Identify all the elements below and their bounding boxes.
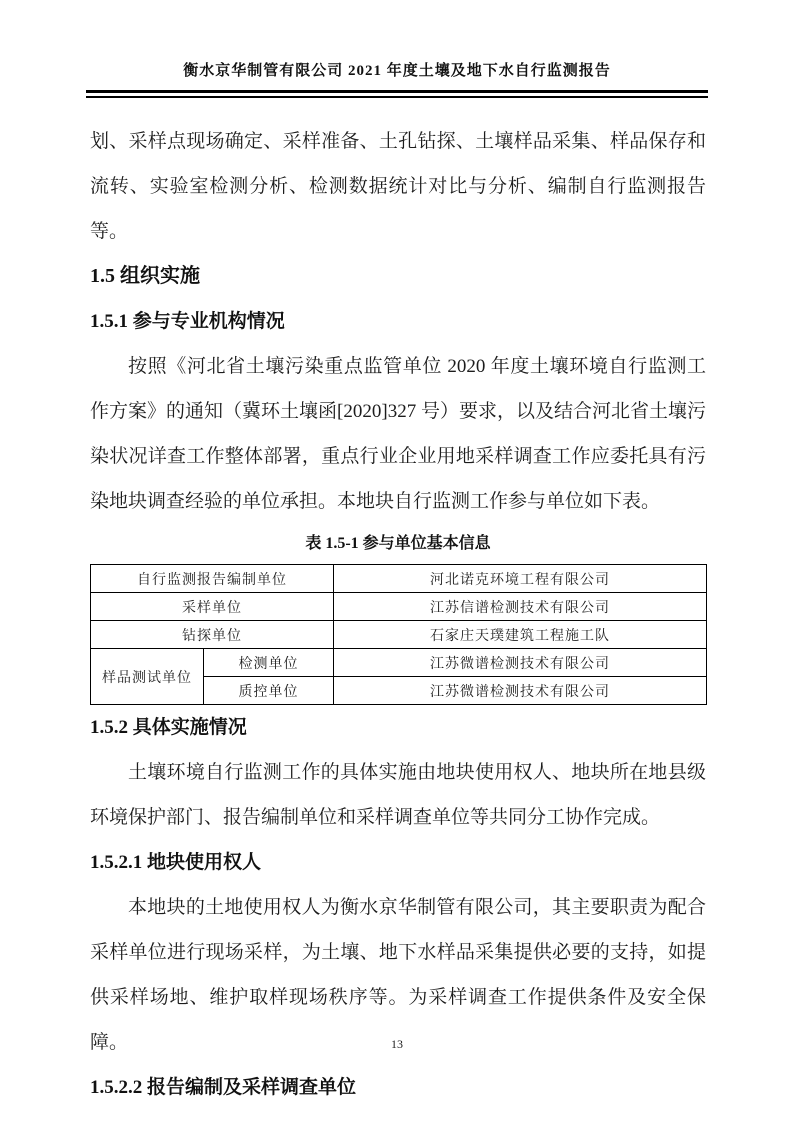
heading-1-5-1-participating-agencies: 1.5.1 参与专业机构情况 <box>90 311 285 332</box>
table-row-sampling-unit <box>91 593 707 621</box>
table-row-report-unit <box>91 565 707 593</box>
table-caption: 表 1.5-1 参与单位基本信息 <box>305 535 491 552</box>
heading-1-5-2-2-report-and-survey-units: 1.5.2.2 报告编制及采样调查单位 <box>90 1077 357 1098</box>
table-cell-value: 江苏微谱检测技术有限公司 <box>334 649 707 677</box>
header-double-rule <box>86 90 708 98</box>
table-cell-label: 采样单位 <box>91 593 334 621</box>
page-footer <box>0 1035 794 1053</box>
paragraph-intro-continuation: 划、采样点现场确定、采样准备、土孔钻探、土壤样品采集、样品保存和流转、实验室检测分析、检测数据统计对比与分析、编制自行监测报告等。 <box>90 131 706 242</box>
participating-units-table <box>90 564 707 705</box>
table-cell-value: 江苏信谱检测技术有限公司 <box>334 593 707 621</box>
paragraph-1-5-2-1: 本地块的土地使用权人为衡水京华制管有限公司，其主要职责为配合采样单位进行现场采样，为土壤、地下水样品采集提供必要的支持，如提供采样场地、维护取样现场秩序等。为采样调查工作提供条件及安全保障。 <box>90 897 706 1053</box>
page-number: 13 <box>391 1037 403 1051</box>
table-cell-label: 质控单位 <box>204 677 334 705</box>
heading-1-5-organization: 1.5 组织实施 <box>90 265 200 287</box>
table-cell-value: 石家庄天璞建筑工程施工队 <box>334 621 707 649</box>
table-row-drilling-unit <box>91 621 707 649</box>
page-header <box>0 0 794 98</box>
table-cell-value: 江苏微谱检测技术有限公司 <box>334 677 707 705</box>
paragraph-1-5-1: 按照《河北省土壤污染重点监管单位 2020 年度土壤环境自行监测工作方案》的通知（冀环土壤函[2020]327 号）要求，以及结合河北省土壤污染状况详查工作整体部署，重点行业企业用地采样调查工作应委托具有污染地块调查经验的单位承担。本地块自行监测工作参与单位如下表。 <box>90 356 706 512</box>
heading-1-5-2-implementation: 1.5.2 具体实施情况 <box>90 717 247 738</box>
paragraph-1-5-2: 土壤环境自行监测工作的具体实施由地块使用权人、地块所在地县级环境保护部门、报告编制单位和采样调查单位等共同分工协作完成。 <box>90 762 706 828</box>
table-cell-label: 自行监测报告编制单位 <box>91 565 334 593</box>
table-cell-value: 河北诺克环境工程有限公司 <box>334 565 707 593</box>
table-row-testing-unit <box>91 649 707 677</box>
heading-1-5-2-1-land-use-right-holder: 1.5.2.1 地块使用权人 <box>90 852 262 873</box>
running-header-title: 衡水京华制管有限公司 2021 年度土壤及地下水自行监测报告 <box>183 63 611 79</box>
table-cell-group-label: 样品测试单位 <box>91 649 204 705</box>
page-content <box>90 119 706 1110</box>
table-cell-label: 检测单位 <box>204 649 334 677</box>
table-cell-label: 钻探单位 <box>91 621 334 649</box>
